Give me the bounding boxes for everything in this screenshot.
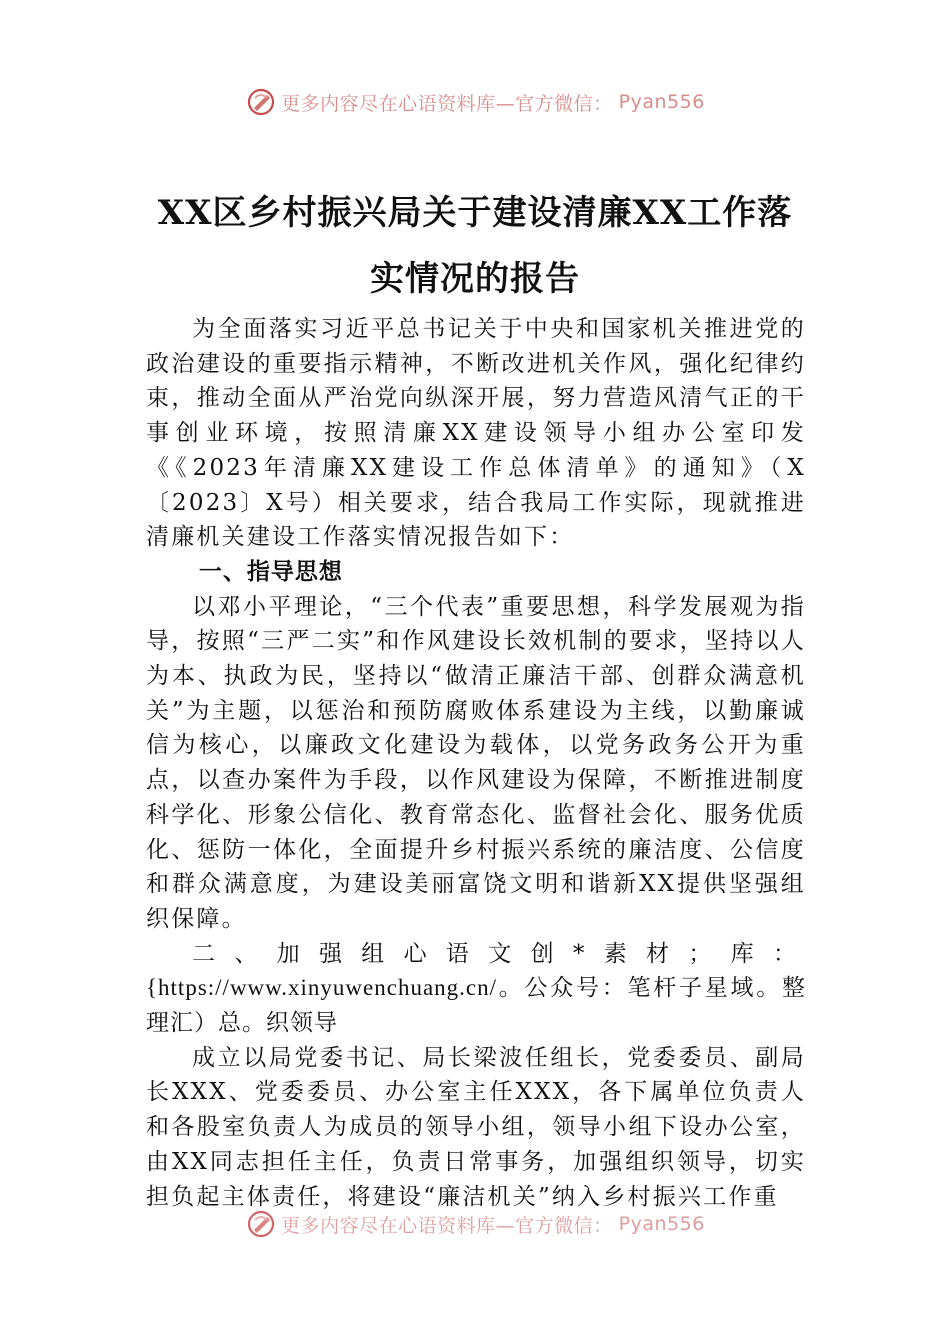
document-body bbox=[146, 312, 806, 1214]
section-heading-2-text: 二、加强组心语文创*素材；库： bbox=[192, 940, 806, 967]
watermark-id: Pyan556 bbox=[618, 1213, 705, 1235]
watermark-id: Pyan556 bbox=[618, 91, 705, 113]
title-line-1: XX区乡村振兴局关于建设清廉XX工作落 bbox=[157, 193, 793, 233]
logo-icon bbox=[245, 86, 277, 118]
paragraph-intro: 为全面落实习近平总书记关于中央和国家机关推进党的政治建设的重要指示精神，不断改进机关作风，强化纪律约束，推动全面从严治党向纵深开展，努力营造风清气正的干事创业环境，按照清廉XX建设领导小组办公室印发《《2023年清廉XX建设工作总体清单》的通知》（X〔2023〕X号）相关要求，结合我局工作实际，现就推进清廉机关建设工作落实情况报告如下： bbox=[146, 316, 806, 551]
watermark-top bbox=[0, 84, 950, 120]
watermark-text: 更多内容尽在心语资料库—官方微信： bbox=[281, 92, 613, 115]
title-line-2: 实情况的报告 bbox=[370, 259, 580, 299]
logo-icon bbox=[245, 1208, 277, 1240]
watermark-bottom bbox=[0, 1206, 950, 1242]
paragraph-guiding-thought: 以邓小平理论，“三个代表”重要思想，科学发展观为指导，按照“三严二实”和作风建设长效机制的要求，坚持以人为本、执政为民，坚持以“做清正廉洁干部、创群众满意机关”为主题，以惩治和预防腐败体系建设为主线，以勤廉诚信为核心，以廉政文化建设为载体，以党务政务公开为重点，以查办案件为手段，以作风建设为保障，不断推进制度科学化、形象公信化、教育常态化、监督社会化、服务优质化、惩防一体化，全面提升乡村振兴系统的廉洁度、公信度和群众满意度，为建设美丽富饶文明和谐新XX提供坚强组织保障。 bbox=[146, 593, 806, 932]
section-heading-2 bbox=[146, 937, 806, 1041]
section-heading-1: 一、指导思想 bbox=[198, 558, 343, 585]
document-title bbox=[130, 180, 820, 312]
paragraph-leadership: 成立以局党委书记、局长梁波任组长，党委委员、副局长XXX、党委委员、办公室主任XXX，各下属单位负责人和各股室负责人为成员的领导小组，领导小组下设办公室，由XX同志担任主任，负责日常事务，加强组织领导，切实担负起主体责任，将建设“廉洁机关”纳入乡村振兴工作重 bbox=[146, 1044, 806, 1210]
section-heading-2-link: {https://www.xinyuwenchuang.cn/。公众号：笔杆子星域。整理汇）总。织领导 bbox=[146, 975, 806, 1036]
watermark-text: 更多内容尽在心语资料库—官方微信： bbox=[281, 1214, 613, 1237]
